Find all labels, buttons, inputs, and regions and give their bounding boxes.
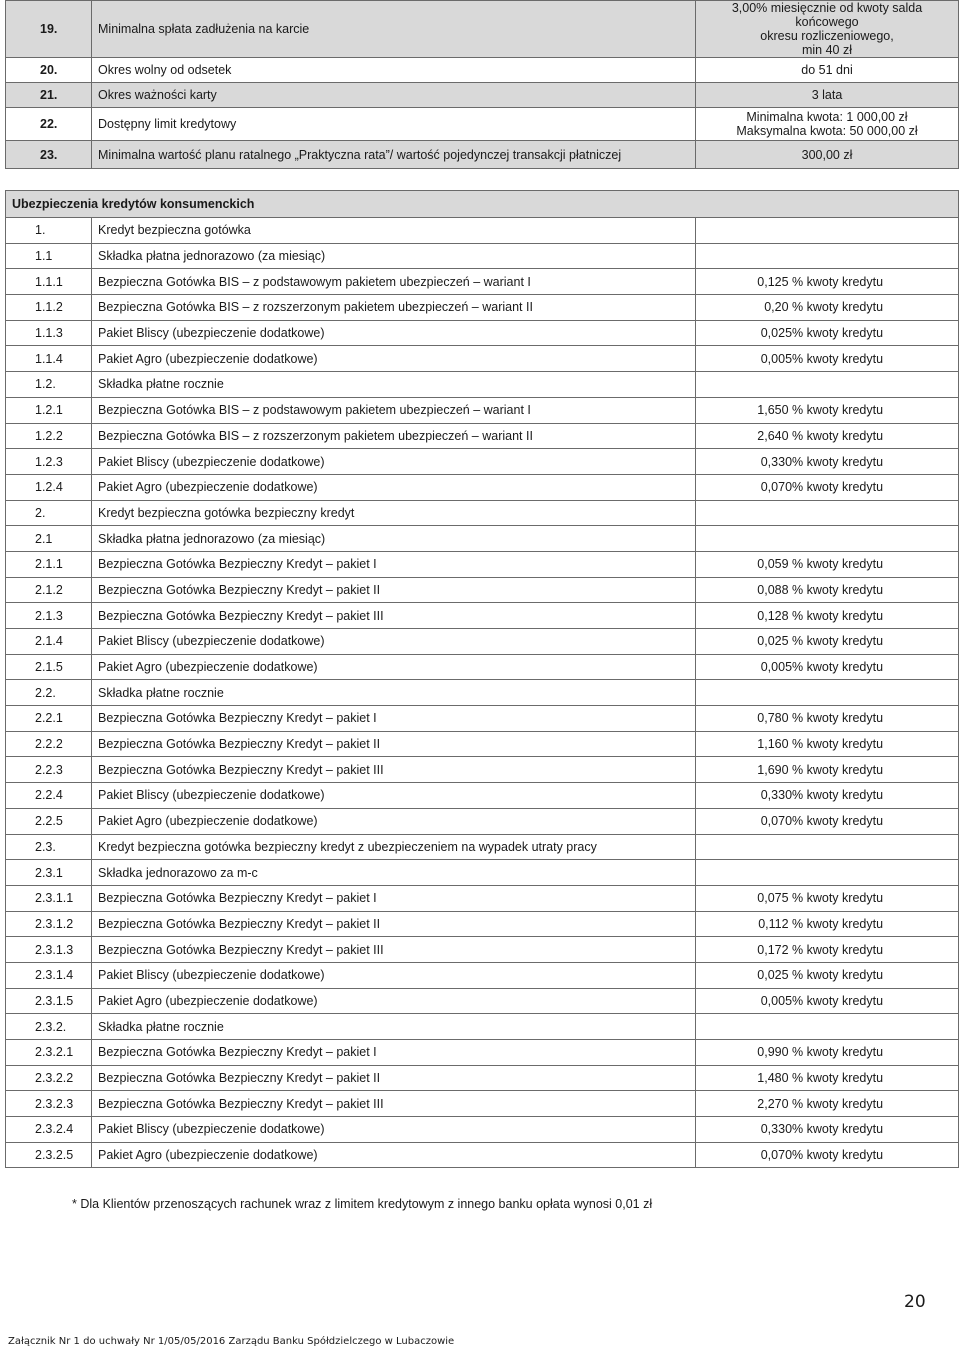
row-label: Okres ważności karty xyxy=(92,83,696,108)
insurance-row-label: Składka płatna jednorazowo (za miesiąc) xyxy=(92,243,696,269)
row-value xyxy=(696,58,959,83)
fee-table xyxy=(5,0,959,169)
insurance-row-label: Składka płatne rocznie xyxy=(92,1014,696,1040)
insurance-row-label: Pakiet Bliscy (ubezpieczenie dodatkowe) xyxy=(92,320,696,346)
row-value-line: Maksymalna kwota: 50 000,00 zł xyxy=(736,124,918,138)
insurance-row xyxy=(6,423,959,449)
insurance-row-number: 2.2.5 xyxy=(6,808,92,834)
insurance-row-number: 2.3.1.1 xyxy=(6,885,92,911)
insurance-row-value: 0,172 % kwoty kredytu xyxy=(696,937,959,963)
insurance-row-value: 0,005% kwoty kredytu xyxy=(696,346,959,372)
insurance-row-number: 2.1.4 xyxy=(6,629,92,655)
insurance-row xyxy=(6,808,959,834)
insurance-row xyxy=(6,937,959,963)
insurance-row-label: Bezpieczna Gotówka Bezpieczny Kredyt – pakiet II xyxy=(92,577,696,603)
insurance-row-number: 2.1.3 xyxy=(6,603,92,629)
insurance-row-number: 2.3. xyxy=(6,834,92,860)
insurance-row-value: 0,059 % kwoty kredytu xyxy=(696,551,959,577)
insurance-row-label: Bezpieczna Gotówka Bezpieczny Kredyt – pakiet III xyxy=(92,1091,696,1117)
insurance-row-number: 2.2. xyxy=(6,680,92,706)
insurance-row-number: 1.1.3 xyxy=(6,320,92,346)
fee-row xyxy=(6,1,959,58)
row-number: 21. xyxy=(6,83,92,108)
insurance-row-number: 1. xyxy=(6,218,92,244)
insurance-row-value: 0,005% kwoty kredytu xyxy=(696,654,959,680)
insurance-row-value: 0,330% kwoty kredytu xyxy=(696,783,959,809)
insurance-row-label: Składka płatne rocznie xyxy=(92,680,696,706)
insurance-row-value: 0,125 % kwoty kredytu xyxy=(696,269,959,295)
insurance-row xyxy=(6,1142,959,1168)
insurance-row xyxy=(6,449,959,475)
insurance-row-value: 0,112 % kwoty kredytu xyxy=(696,911,959,937)
insurance-row-value: 0,780 % kwoty kredytu xyxy=(696,706,959,732)
insurance-row-label: Bezpieczna Gotówka Bezpieczny Kredyt – pakiet I xyxy=(92,551,696,577)
insurance-row xyxy=(6,320,959,346)
insurance-row-number: 2.3.2.4 xyxy=(6,1117,92,1143)
insurance-row-label: Składka jednorazowo za m-c xyxy=(92,860,696,886)
insurance-table xyxy=(5,190,959,1168)
row-number: 20. xyxy=(6,58,92,83)
insurance-row-label: Bezpieczna Gotówka BIS – z rozszerzonym pakietem ubezpieczeń – wariant II xyxy=(92,295,696,321)
insurance-row-value xyxy=(696,526,959,552)
insurance-row-number: 1.1.2 xyxy=(6,295,92,321)
insurance-row-label: Bezpieczna Gotówka Bezpieczny Kredyt – pakiet III xyxy=(92,937,696,963)
insurance-row-value: 0,070% kwoty kredytu xyxy=(696,1142,959,1168)
insurance-row xyxy=(6,397,959,423)
insurance-row xyxy=(6,1065,959,1091)
insurance-row-value: 0,128 % kwoty kredytu xyxy=(696,603,959,629)
insurance-row xyxy=(6,731,959,757)
insurance-row xyxy=(6,551,959,577)
insurance-row-number: 2.2.4 xyxy=(6,783,92,809)
insurance-row-label: Bezpieczna Gotówka Bezpieczny Kredyt – pakiet II xyxy=(92,1065,696,1091)
row-value xyxy=(696,83,959,108)
insurance-row xyxy=(6,654,959,680)
insurance-row-label: Bezpieczna Gotówka Bezpieczny Kredyt – pakiet II xyxy=(92,911,696,937)
insurance-row-value xyxy=(696,860,959,886)
row-value-line: 3 lata xyxy=(811,88,843,102)
insurance-row-value: 1,650 % kwoty kredytu xyxy=(696,397,959,423)
insurance-row-label: Bezpieczna Gotówka BIS – z rozszerzonym pakietem ubezpieczeń – wariant II xyxy=(92,423,696,449)
insurance-row-label: Pakiet Agro (ubezpieczenie dodatkowe) xyxy=(92,808,696,834)
insurance-row-label: Bezpieczna Gotówka BIS – z podstawowym pakietem ubezpieczeń – wariant I xyxy=(92,269,696,295)
insurance-row xyxy=(6,218,959,244)
insurance-row-number: 2.3.2.3 xyxy=(6,1091,92,1117)
insurance-row-value xyxy=(696,834,959,860)
insurance-row-label: Kredyt bezpieczna gotówka bezpieczny kredyt z ubezpieczeniem na wypadek utraty pracy xyxy=(92,834,696,860)
insurance-row-value: 0,20 % kwoty kredytu xyxy=(696,295,959,321)
insurance-row-value: 2,270 % kwoty kredytu xyxy=(696,1091,959,1117)
insurance-row-label: Bezpieczna Gotówka BIS – z podstawowym pakietem ubezpieczeń – wariant I xyxy=(92,397,696,423)
insurance-row-number: 2.1.2 xyxy=(6,577,92,603)
insurance-row xyxy=(6,526,959,552)
insurance-row-number: 2.2.1 xyxy=(6,706,92,732)
insurance-row-label: Bezpieczna Gotówka Bezpieczny Kredyt – pakiet I xyxy=(92,1040,696,1066)
insurance-row-value: 0,025% kwoty kredytu xyxy=(696,320,959,346)
footnote: * Dla Klientów przenoszących rachunek wraz z limitem kredytowym z innego banku opłata wynosi 0,01 zł xyxy=(72,1197,653,1211)
row-value-line: min 40 zł xyxy=(801,43,853,57)
page-footer: Załącznik Nr 1 do uchwały Nr 1/05/05/2016 Zarządu Banku Spółdzielczego w Lubaczowie xyxy=(8,1336,455,1347)
row-value-line: okresu rozliczeniowego, xyxy=(760,29,894,43)
insurance-row-number: 2.2.3 xyxy=(6,757,92,783)
insurance-row-number: 2.3.2. xyxy=(6,1014,92,1040)
row-value-line: Minimalna kwota: 1 000,00 zł xyxy=(746,110,908,124)
row-number: 22. xyxy=(6,108,92,141)
insurance-row xyxy=(6,988,959,1014)
fee-row xyxy=(6,58,959,83)
insurance-row-number: 2.3.1.4 xyxy=(6,962,92,988)
insurance-row-value: 0,088 % kwoty kredytu xyxy=(696,577,959,603)
insurance-row-label: Pakiet Bliscy (ubezpieczenie dodatkowe) xyxy=(92,629,696,655)
insurance-row-label: Pakiet Agro (ubezpieczenie dodatkowe) xyxy=(92,474,696,500)
insurance-row-label: Pakiet Agro (ubezpieczenie dodatkowe) xyxy=(92,346,696,372)
row-number: 19. xyxy=(6,1,92,58)
insurance-row xyxy=(6,603,959,629)
insurance-row-number: 1.2.4 xyxy=(6,474,92,500)
insurance-row-number: 1.1 xyxy=(6,243,92,269)
insurance-row-number: 1.2.2 xyxy=(6,423,92,449)
insurance-row-value: 2,640 % kwoty kredytu xyxy=(696,423,959,449)
insurance-row-number: 2.3.1 xyxy=(6,860,92,886)
insurance-row-value: 0,070% kwoty kredytu xyxy=(696,808,959,834)
insurance-row-value: 1,160 % kwoty kredytu xyxy=(696,731,959,757)
row-label: Minimalna wartość planu ratalnego „Praktyczna rata”/ wartość pojedynczej transakcji płatniczej xyxy=(92,141,696,169)
insurance-row-number: 1.2. xyxy=(6,372,92,398)
insurance-row-label: Bezpieczna Gotówka Bezpieczny Kredyt – pakiet III xyxy=(92,757,696,783)
insurance-row-number: 2.3.2.5 xyxy=(6,1142,92,1168)
insurance-row xyxy=(6,269,959,295)
insurance-row-label: Pakiet Bliscy (ubezpieczenie dodatkowe) xyxy=(92,783,696,809)
insurance-row-number: 2.3.2.1 xyxy=(6,1040,92,1066)
insurance-row xyxy=(6,500,959,526)
insurance-row-value: 0,005% kwoty kredytu xyxy=(696,988,959,1014)
insurance-row-number: 2.1.5 xyxy=(6,654,92,680)
insurance-row xyxy=(6,706,959,732)
insurance-row-label: Kredyt bezpieczna gotówka bezpieczny kredyt xyxy=(92,500,696,526)
fee-row xyxy=(6,108,959,141)
page-number: 20 xyxy=(904,1292,926,1312)
insurance-row-value xyxy=(696,372,959,398)
insurance-row-value: 0,070% kwoty kredytu xyxy=(696,474,959,500)
row-label: Minimalna spłata zadłużenia na karcie xyxy=(92,1,696,58)
insurance-row-number: 1.1.4 xyxy=(6,346,92,372)
row-label: Okres wolny od odsetek xyxy=(92,58,696,83)
insurance-row-value xyxy=(696,500,959,526)
insurance-row-value xyxy=(696,218,959,244)
row-value-line: do 51 dni xyxy=(801,63,853,77)
insurance-row xyxy=(6,885,959,911)
insurance-row xyxy=(6,346,959,372)
insurance-row xyxy=(6,757,959,783)
insurance-row xyxy=(6,1117,959,1143)
insurance-row-number: 2.3.1.5 xyxy=(6,988,92,1014)
insurance-row xyxy=(6,295,959,321)
row-label: Dostępny limit kredytowy xyxy=(92,108,696,141)
insurance-row-number: 2.3.1.3 xyxy=(6,937,92,963)
insurance-row-value: 0,990 % kwoty kredytu xyxy=(696,1040,959,1066)
insurance-row-label: Pakiet Agro (ubezpieczenie dodatkowe) xyxy=(92,988,696,1014)
insurance-row-number: 2. xyxy=(6,500,92,526)
insurance-row-label: Bezpieczna Gotówka Bezpieczny Kredyt – pakiet I xyxy=(92,885,696,911)
insurance-row xyxy=(6,860,959,886)
row-value-line: 300,00 zł xyxy=(801,147,853,162)
row-value-line: 3,00% miesięcznie od kwoty salda końcowego xyxy=(731,1,923,29)
insurance-row-label: Bezpieczna Gotówka Bezpieczny Kredyt – pakiet I xyxy=(92,706,696,732)
insurance-row-number: 2.1.1 xyxy=(6,551,92,577)
insurance-row-number: 2.3.1.2 xyxy=(6,911,92,937)
insurance-row-number: 1.1.1 xyxy=(6,269,92,295)
insurance-row xyxy=(6,629,959,655)
fee-row xyxy=(6,141,959,169)
insurance-row-value: 1,690 % kwoty kredytu xyxy=(696,757,959,783)
insurance-row-value: 0,025 % kwoty kredytu xyxy=(696,962,959,988)
insurance-row xyxy=(6,1091,959,1117)
insurance-row-value: 0,330% kwoty kredytu xyxy=(696,1117,959,1143)
insurance-row xyxy=(6,783,959,809)
insurance-row-value xyxy=(696,1014,959,1040)
insurance-row-label: Kredyt bezpieczna gotówka xyxy=(92,218,696,244)
insurance-row-label: Pakiet Bliscy (ubezpieczenie dodatkowe) xyxy=(92,449,696,475)
insurance-row xyxy=(6,474,959,500)
insurance-row-label: Pakiet Agro (ubezpieczenie dodatkowe) xyxy=(92,654,696,680)
row-number: 23. xyxy=(6,141,92,169)
insurance-row-number: 2.3.2.2 xyxy=(6,1065,92,1091)
insurance-row-number: 2.1 xyxy=(6,526,92,552)
insurance-row xyxy=(6,577,959,603)
insurance-row-number: 1.2.3 xyxy=(6,449,92,475)
insurance-row xyxy=(6,962,959,988)
insurance-row xyxy=(6,834,959,860)
insurance-row-value: 0,025 % kwoty kredytu xyxy=(696,629,959,655)
insurance-row-label: Pakiet Agro (ubezpieczenie dodatkowe) xyxy=(92,1142,696,1168)
insurance-row xyxy=(6,680,959,706)
insurance-row-number: 2.2.2 xyxy=(6,731,92,757)
insurance-row xyxy=(6,372,959,398)
fee-row xyxy=(6,83,959,108)
insurance-row-label: Pakiet Bliscy (ubezpieczenie dodatkowe) xyxy=(92,1117,696,1143)
insurance-row-label: Pakiet Bliscy (ubezpieczenie dodatkowe) xyxy=(92,962,696,988)
insurance-row-value xyxy=(696,680,959,706)
insurance-header: Ubezpieczenia kredytów konsumenckich xyxy=(6,191,959,218)
insurance-row xyxy=(6,1014,959,1040)
insurance-row-value: 1,480 % kwoty kredytu xyxy=(696,1065,959,1091)
insurance-row-label: Bezpieczna Gotówka Bezpieczny Kredyt – pakiet II xyxy=(92,731,696,757)
insurance-row-label: Składka płatne rocznie xyxy=(92,372,696,398)
row-value xyxy=(696,141,959,169)
insurance-row xyxy=(6,243,959,269)
insurance-row-value xyxy=(696,243,959,269)
insurance-row xyxy=(6,911,959,937)
insurance-row-value: 0,330% kwoty kredytu xyxy=(696,449,959,475)
insurance-row-value: 0,075 % kwoty kredytu xyxy=(696,885,959,911)
row-value xyxy=(696,108,959,141)
row-value xyxy=(696,1,959,58)
insurance-row-label: Składka płatna jednorazowo (za miesiąc) xyxy=(92,526,696,552)
insurance-row xyxy=(6,1040,959,1066)
insurance-row-number: 1.2.1 xyxy=(6,397,92,423)
insurance-row-label: Bezpieczna Gotówka Bezpieczny Kredyt – pakiet III xyxy=(92,603,696,629)
